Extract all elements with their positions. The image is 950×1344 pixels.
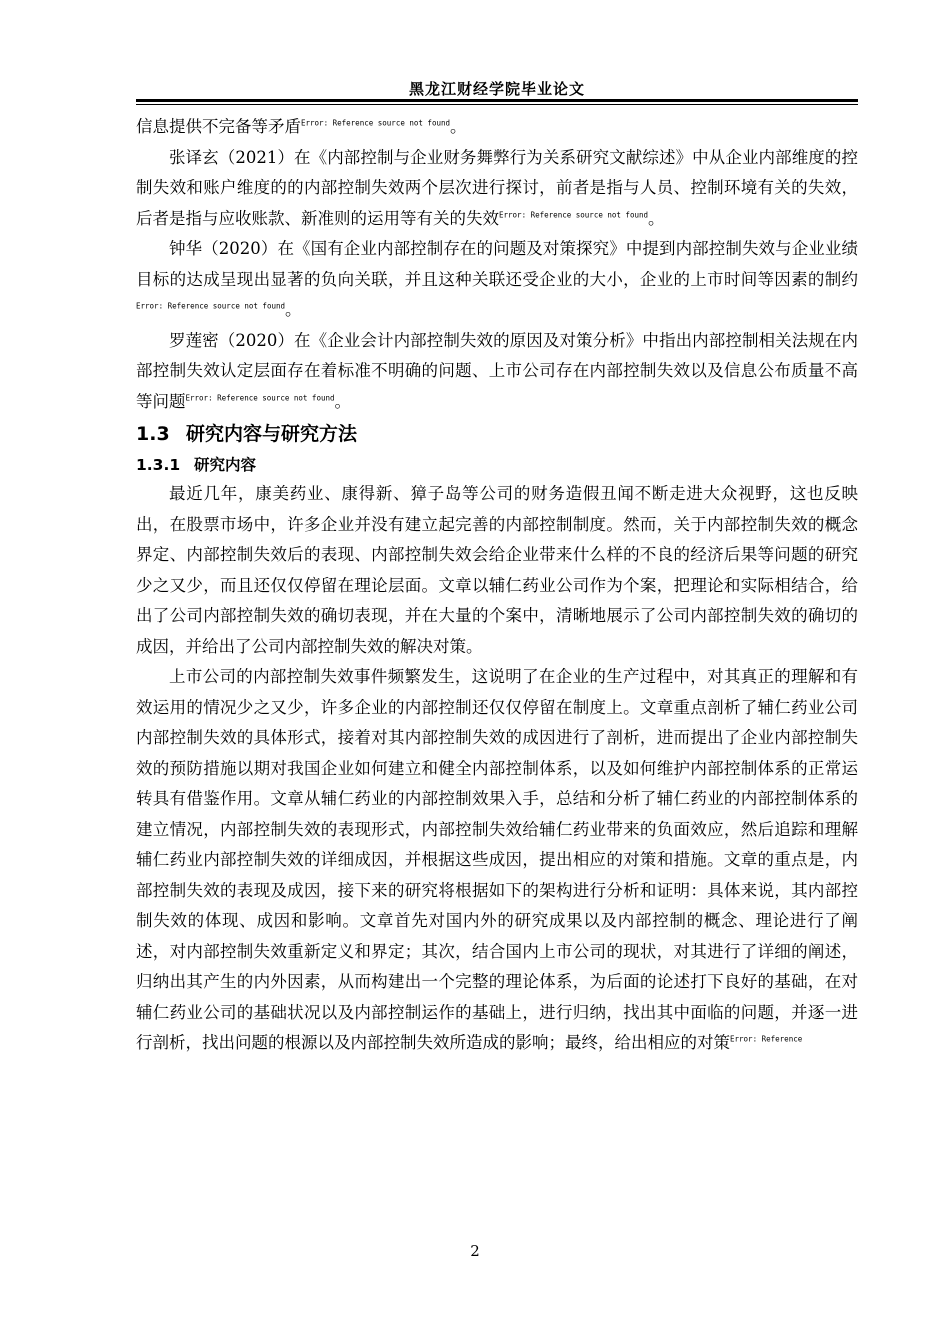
section-number: 1.3: [136, 423, 170, 445]
paragraph-continued: [136, 112, 858, 143]
paragraph-text: 上市公司的内部控制失效事件频繁发生，这说明了在企业的生产过程中，对其真正的理解和有效运用的情况少之又少，许多企业的内部控制还仅仅停留在制度上。文章重点剖析了辅仁药业公司内部控制失效的具体形式，接着对其内部控制失效的成因进行了剖析，进而提出了企业内部控制失效的预防措施以期对我国企业如何建立和健全内部控制体系，以及如何维护内部控制体系的正常运转具有借鉴作用。文章从辅仁药业的内部控制效果入手，总结和分析了辅仁药业的内部控制体系的建立情况，内部控制失效的表现形式，内部控制失效给辅仁药业带来的负面效应，然后追踪和理解辅仁药业内部控制失效的详细成因，并根据这些成因，提出相应的对策和措施。文章的重点是，内部控制失效的表现及成因，接下来的研究将根据如下的架构进行分析和证明：具体来说，其内部控制失效的体现、成因和影响。文章首先对国内外的研究成果以及内部控制的概念、理论进行了阐述，对内部控制失效重新定义和界定；其次，结合国内上市公司的现状，对其进行了详细的阐述，归纳出其产生的内外因素，从而构建出一个完整的理论体系，为后面的论述打下良好的基础，在对辅仁药业公司的基础状况以及内部控制运作的基础上，进行归纳，找出其中面临的问题，并逐一进行剖析，找出问题的根源以及内部控制失效所造成的影响；最终，给出相应的对策: [136, 667, 858, 1052]
paragraph-text: 最近几年，康美药业、康得新、獐子岛等公司的财务造假丑闻不断走进大众视野，这也反映出，在股票市场中，许多企业并没有建立起完善的内部控制制度。然而，关于内部控制失效的概念界定、内部控制失效后的表现、内部控制失效会给企业带来什么样的不良的经济后果等问题的研究少之又少，而且还仅仅停留在理论层面。文章以辅仁药业公司作为个案，把理论和实际相结合，给出了公司内部控制失效的确切表现，并在大量的个案中，清晰地展示了公司内部控制失效的确切的成因，并给出了公司内部控制失效的解决对策。: [136, 484, 858, 656]
reference-error: Error: Reference source not found: [185, 392, 335, 402]
paragraph-text: 钟华（2020）在《国有企业内部控制存在的问题及对策探究》中提到内部控制失效与企业业绩目标的达成呈现出显著的负向关联，并且这种关联还受企业的大小，企业的上市时间等因素的制约: [136, 239, 858, 289]
paragraph-tail: 。: [285, 300, 302, 319]
paragraph-zhong: [136, 234, 858, 326]
paragraph-tail: 。: [450, 117, 467, 136]
subsection-heading-1-3-1: [136, 451, 858, 479]
paragraph-luo: [136, 326, 858, 418]
section-heading-1-3: [136, 417, 858, 451]
reference-error: Error: Reference source not found: [499, 209, 649, 219]
reference-error: Error: Reference source not found: [136, 301, 286, 311]
header-rule-thin: [136, 104, 858, 105]
paragraph-text: 信息提供不完备等矛盾: [136, 117, 301, 136]
paragraph-research-intro: [136, 479, 858, 662]
reference-error: Error: Reference: [730, 1034, 803, 1044]
paragraph-tail: 。: [648, 208, 665, 228]
subsection-number: 1.3.1: [136, 456, 181, 474]
subsection-title: 研究内容: [194, 456, 257, 474]
header-rule-thick: [136, 99, 858, 102]
page-header-title: 黑龙江财经学院毕业论文: [408, 80, 585, 98]
paragraph-text: 罗莲密（2020）在《企业会计内部控制失效的原因及对策分析》中指出内部控制相关法规在内部控制失效认定层面存在着标准不明确的问题、上市公司存在内部控制失效以及信息公布质量不高等问题: [136, 330, 858, 411]
section-title: 研究内容与研究方法: [186, 423, 358, 445]
paragraph-zhang: [136, 143, 858, 235]
reference-error: Error: Reference source not found: [301, 118, 451, 128]
paragraph-tail: 。: [334, 391, 352, 411]
paragraph-research-detail: [136, 662, 858, 1059]
page-body: [136, 112, 858, 1059]
paragraph-text: 张译玄（2021）在《内部控制与企业财务舞弊行为关系研究文献综述》中从企业内部维度的控制失效和账户维度的的内部控制失效两个层次进行探讨，前者是指与人员、控制环境有关的失效，后者是指与应收账款、新准则的运用等有关的失效: [136, 147, 858, 228]
page-number: 2: [470, 1242, 480, 1260]
